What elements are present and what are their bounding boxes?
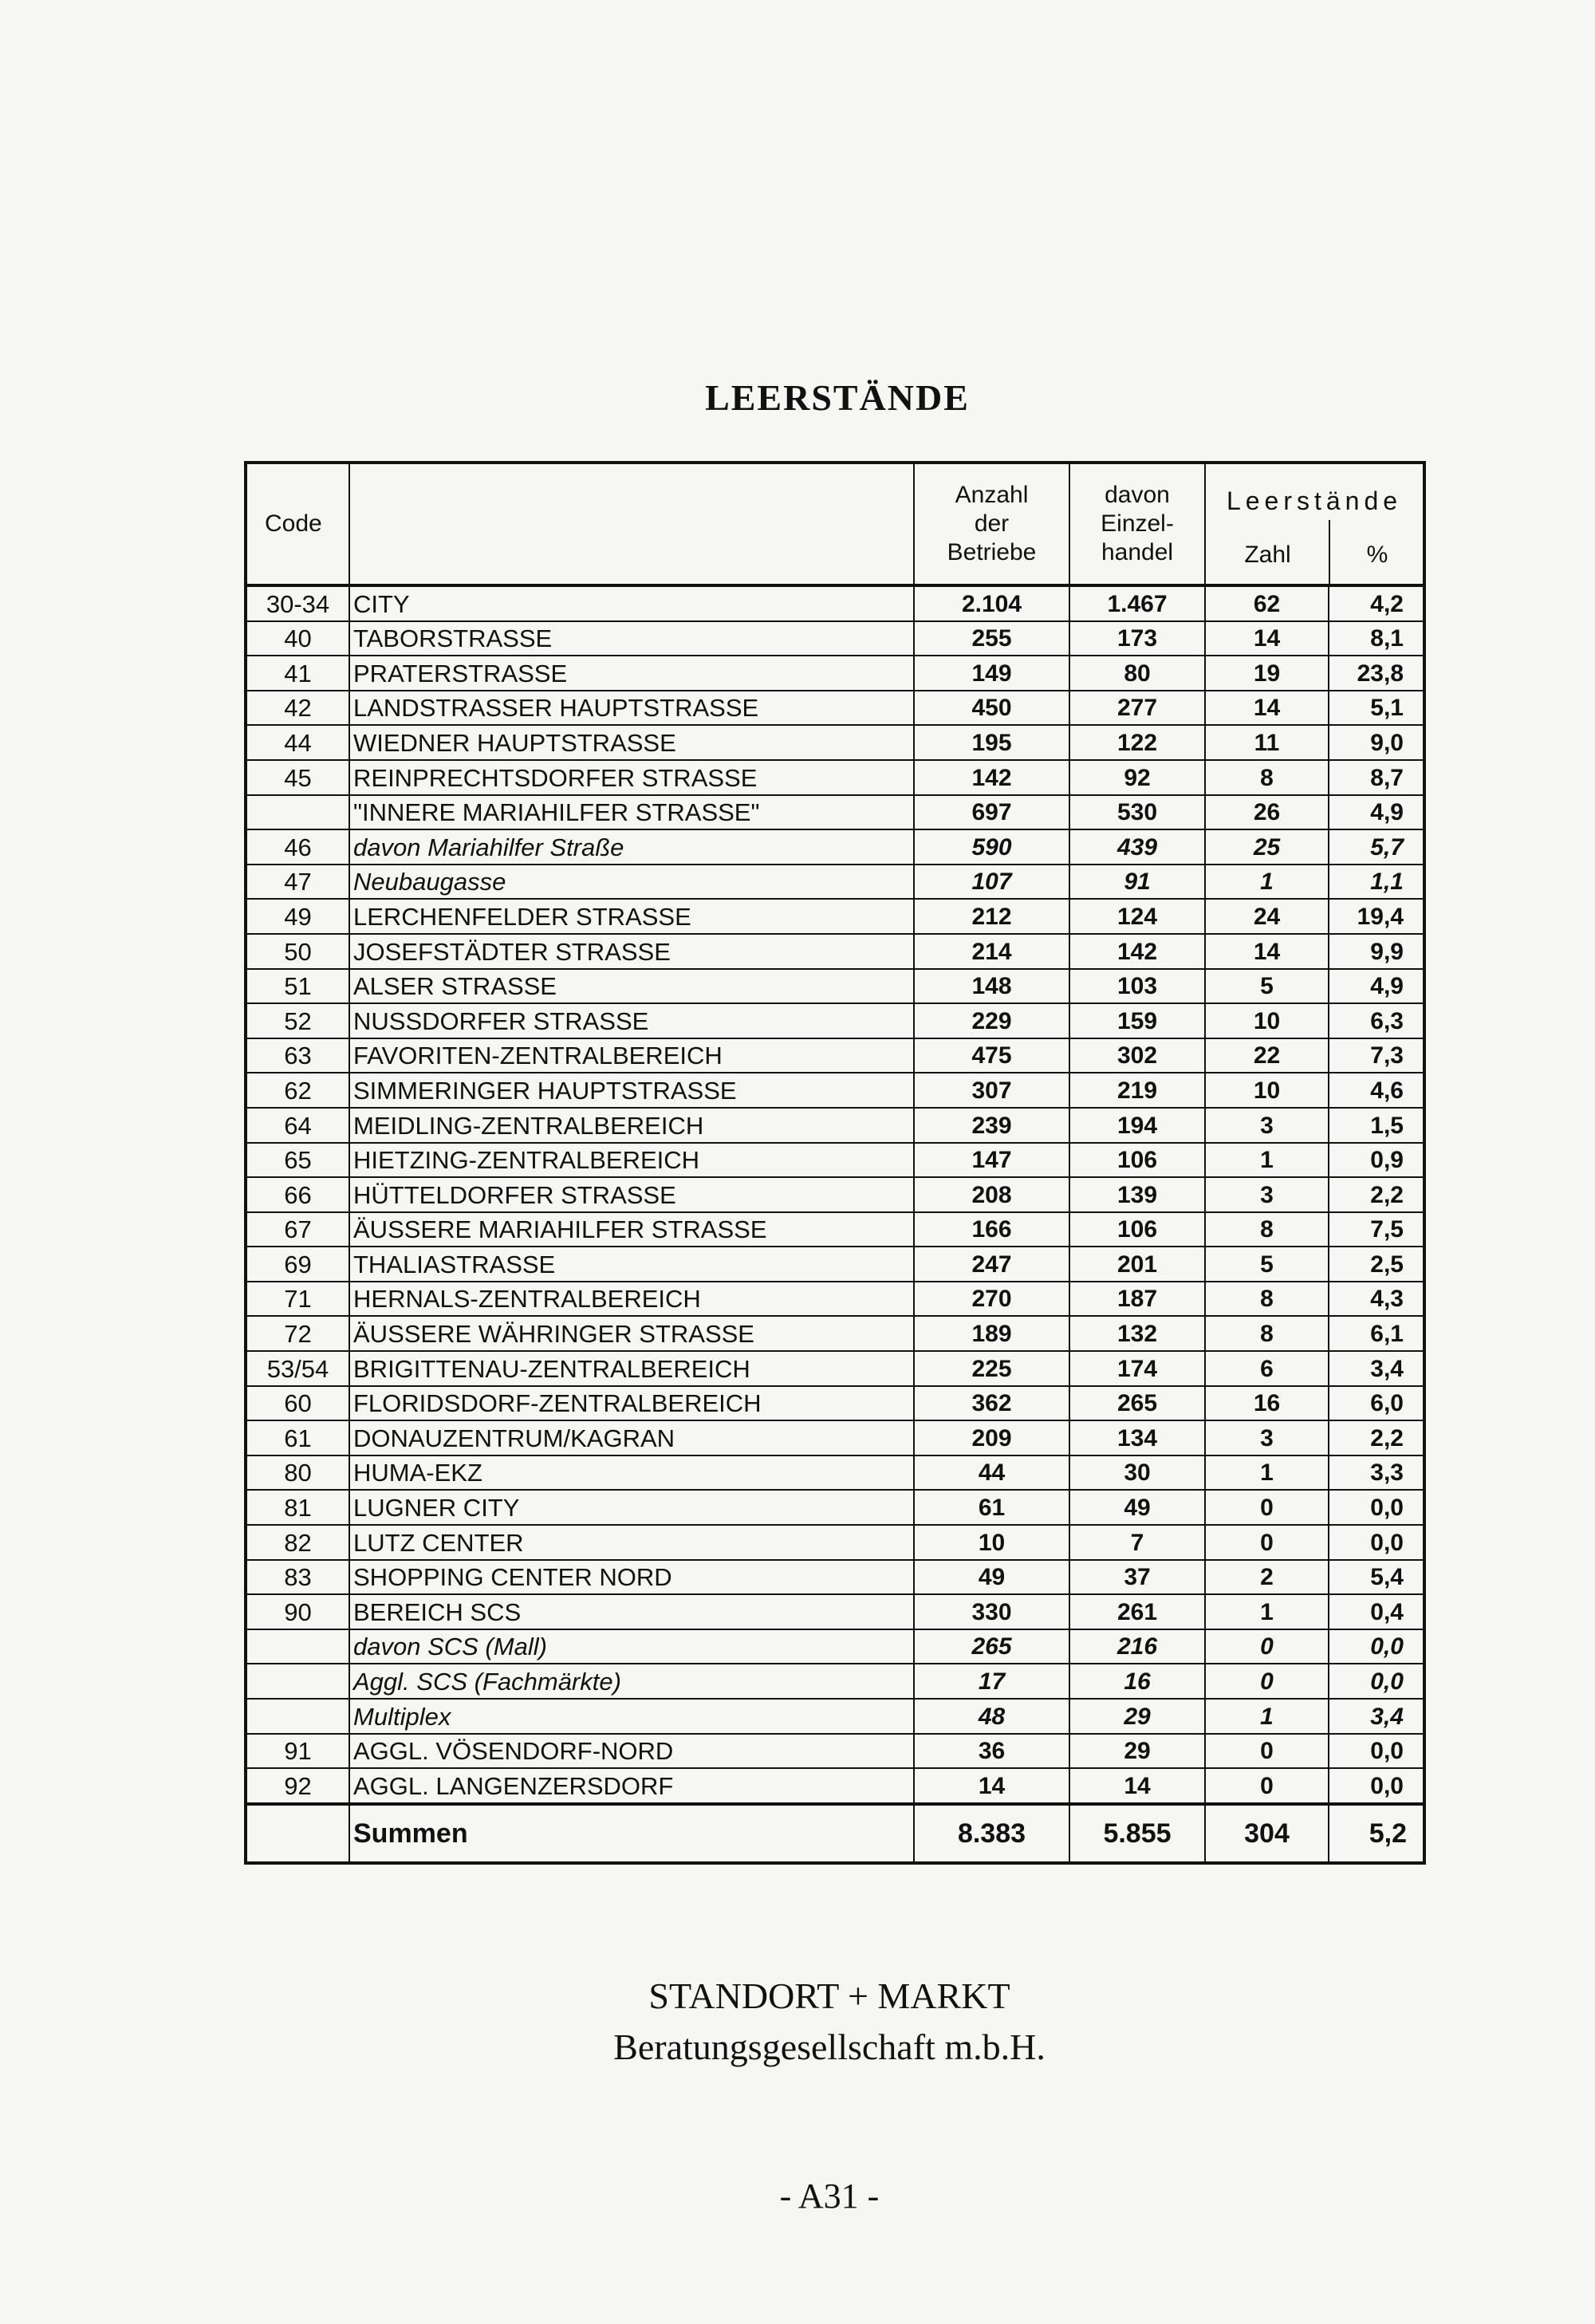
row-einzelhandel: 194 xyxy=(1069,1108,1205,1143)
row-name: HÜTTELDORFER STRASSE xyxy=(349,1177,914,1212)
row-name: davon Mariahilfer Straße xyxy=(349,829,914,865)
row-code: 83 xyxy=(246,1560,349,1595)
row-percent: 5,1 xyxy=(1329,691,1424,726)
header-anzahl-line3: Betriebe xyxy=(947,539,1037,565)
table-row xyxy=(246,691,1424,726)
row-name: THALIASTRASSE xyxy=(349,1247,914,1282)
row-einzelhandel: 187 xyxy=(1069,1282,1205,1317)
row-einzelhandel: 530 xyxy=(1069,795,1205,830)
row-zahl: 0 xyxy=(1205,1629,1329,1664)
row-anzahl: 14 xyxy=(914,1768,1069,1804)
row-name: MEIDLING-ZENTRALBEREICH xyxy=(349,1108,914,1143)
row-anzahl: 36 xyxy=(914,1734,1069,1769)
row-einzelhandel: 14 xyxy=(1069,1768,1205,1804)
table-row xyxy=(246,1455,1424,1491)
row-percent: 6,3 xyxy=(1329,1003,1424,1038)
row-zahl: 1 xyxy=(1205,1455,1329,1491)
row-zahl: 14 xyxy=(1205,621,1329,656)
table-row xyxy=(246,1003,1424,1038)
table-row xyxy=(246,1038,1424,1073)
row-einzelhandel: 49 xyxy=(1069,1490,1205,1525)
row-code: 44 xyxy=(246,725,349,760)
row-code: 90 xyxy=(246,1594,349,1629)
row-code: 45 xyxy=(246,760,349,795)
row-einzelhandel: 261 xyxy=(1069,1594,1205,1629)
row-code: 65 xyxy=(246,1143,349,1178)
table-row xyxy=(246,969,1424,1004)
row-name: HIETZING-ZENTRALBEREICH xyxy=(349,1143,914,1178)
row-name: Aggl. SCS (Fachmärkte) xyxy=(349,1664,914,1699)
table-header-row xyxy=(246,463,1424,585)
row-percent: 9,0 xyxy=(1329,725,1424,760)
table-row xyxy=(246,1420,1424,1455)
table-row xyxy=(246,1768,1424,1804)
row-name: LERCHENFELDER STRASSE xyxy=(349,899,914,934)
row-percent: 2,2 xyxy=(1329,1420,1424,1455)
row-name: ÄUSSERE MARIAHILFER STRASSE xyxy=(349,1212,914,1247)
row-zahl: 6 xyxy=(1205,1351,1329,1386)
row-anzahl: 189 xyxy=(914,1316,1069,1351)
row-einzelhandel: 173 xyxy=(1069,621,1205,656)
row-code: 71 xyxy=(246,1282,349,1317)
header-anzahl-line1: Anzahl xyxy=(955,482,1029,508)
row-percent: 23,8 xyxy=(1329,656,1424,691)
page-title: LEERSTÄNDE xyxy=(705,377,970,418)
table-row xyxy=(246,1247,1424,1282)
table-row xyxy=(246,1594,1424,1629)
sum-label: Summen xyxy=(349,1804,914,1863)
table-row xyxy=(246,760,1424,795)
row-code: 47 xyxy=(246,865,349,900)
row-einzelhandel: 37 xyxy=(1069,1560,1205,1595)
row-name: DONAUZENTRUM/KAGRAN xyxy=(349,1420,914,1455)
row-anzahl: 2.104 xyxy=(914,585,1069,621)
row-einzelhandel: 29 xyxy=(1069,1734,1205,1769)
row-name: BRIGITTENAU-ZENTRALBEREICH xyxy=(349,1351,914,1386)
row-anzahl: 212 xyxy=(914,899,1069,934)
row-anzahl: 225 xyxy=(914,1351,1069,1386)
row-einzelhandel: 132 xyxy=(1069,1316,1205,1351)
row-zahl: 25 xyxy=(1205,829,1329,865)
row-zahl: 1 xyxy=(1205,865,1329,900)
row-code: 51 xyxy=(246,969,349,1004)
table-row xyxy=(246,1629,1424,1664)
row-anzahl: 255 xyxy=(914,621,1069,656)
row-anzahl: 307 xyxy=(914,1073,1069,1108)
row-einzelhandel: 142 xyxy=(1069,934,1205,969)
row-name: WIEDNER HAUPTSTRASSE xyxy=(349,725,914,760)
row-einzelhandel: 30 xyxy=(1069,1455,1205,1491)
row-code: 46 xyxy=(246,829,349,865)
row-code: 64 xyxy=(246,1108,349,1143)
row-zahl: 10 xyxy=(1205,1073,1329,1108)
row-zahl: 62 xyxy=(1205,585,1329,621)
row-anzahl: 148 xyxy=(914,969,1069,1004)
row-name: LANDSTRASSER HAUPTSTRASSE xyxy=(349,691,914,726)
row-anzahl: 44 xyxy=(914,1455,1069,1491)
row-anzahl: 10 xyxy=(914,1525,1069,1560)
row-anzahl: 48 xyxy=(914,1699,1069,1734)
table-row xyxy=(246,1073,1424,1108)
row-einzelhandel: 124 xyxy=(1069,899,1205,934)
row-code: 41 xyxy=(246,656,349,691)
header-einzel-line3: handel xyxy=(1101,539,1174,565)
row-percent: 19,4 xyxy=(1329,899,1424,934)
leerstaende-table xyxy=(244,461,1426,1865)
row-zahl: 8 xyxy=(1205,1282,1329,1317)
row-percent: 3,3 xyxy=(1329,1455,1424,1491)
row-code: 67 xyxy=(246,1212,349,1247)
row-code: 72 xyxy=(246,1316,349,1351)
row-code xyxy=(246,1699,349,1734)
row-percent: 1,1 xyxy=(1329,865,1424,900)
footer-subtitle: Beratungsgesellschaft m.b.H. xyxy=(613,2027,1046,2067)
row-anzahl: 195 xyxy=(914,725,1069,760)
table-row xyxy=(246,1316,1424,1351)
row-zahl: 1 xyxy=(1205,1699,1329,1734)
row-zahl: 1 xyxy=(1205,1594,1329,1629)
row-zahl: 0 xyxy=(1205,1525,1329,1560)
row-percent: 3,4 xyxy=(1329,1699,1424,1734)
row-name: SIMMERINGER HAUPTSTRASSE xyxy=(349,1073,914,1108)
row-name: LUTZ CENTER xyxy=(349,1525,914,1560)
table-row xyxy=(246,585,1424,621)
sum-anzahl: 8.383 xyxy=(914,1804,1069,1863)
row-anzahl: 265 xyxy=(914,1629,1069,1664)
row-anzahl: 166 xyxy=(914,1212,1069,1247)
header-code: Code xyxy=(246,463,349,585)
table-row xyxy=(246,1351,1424,1386)
row-name: FLORIDSDORF-ZENTRALBEREICH xyxy=(349,1386,914,1421)
row-anzahl: 214 xyxy=(914,934,1069,969)
row-name: HERNALS-ZENTRALBEREICH xyxy=(349,1282,914,1317)
row-percent: 2,5 xyxy=(1329,1247,1424,1282)
row-name: LUGNER CITY xyxy=(349,1490,914,1525)
row-einzelhandel: 91 xyxy=(1069,865,1205,900)
row-einzelhandel: 139 xyxy=(1069,1177,1205,1212)
row-einzelhandel: 122 xyxy=(1069,725,1205,760)
row-anzahl: 49 xyxy=(914,1560,1069,1595)
row-percent: 4,3 xyxy=(1329,1282,1424,1317)
row-code: 53/54 xyxy=(246,1351,349,1386)
row-percent: 5,4 xyxy=(1329,1560,1424,1595)
header-leerstaende xyxy=(1205,463,1424,585)
row-einzelhandel: 216 xyxy=(1069,1629,1205,1664)
row-zahl: 3 xyxy=(1205,1108,1329,1143)
sum-row xyxy=(246,1804,1424,1863)
table-row xyxy=(246,865,1424,900)
table-row xyxy=(246,1734,1424,1769)
row-zahl: 26 xyxy=(1205,795,1329,830)
header-einzelhandel xyxy=(1069,463,1205,585)
row-einzelhandel: 277 xyxy=(1069,691,1205,726)
row-name: AGGL. VÖSENDORF-NORD xyxy=(349,1734,914,1769)
row-code: 60 xyxy=(246,1386,349,1421)
row-code: 69 xyxy=(246,1247,349,1282)
row-percent: 8,1 xyxy=(1329,621,1424,656)
row-einzelhandel: 92 xyxy=(1069,760,1205,795)
row-zahl: 8 xyxy=(1205,1316,1329,1351)
row-percent: 6,1 xyxy=(1329,1316,1424,1351)
row-anzahl: 149 xyxy=(914,656,1069,691)
sum-percent: 5,2 xyxy=(1329,1804,1424,1863)
row-percent: 5,7 xyxy=(1329,829,1424,865)
row-name: BEREICH SCS xyxy=(349,1594,914,1629)
row-zahl: 8 xyxy=(1205,1212,1329,1247)
table-row xyxy=(246,656,1424,691)
row-anzahl: 330 xyxy=(914,1594,1069,1629)
row-percent: 9,9 xyxy=(1329,934,1424,969)
row-zahl: 5 xyxy=(1205,1247,1329,1282)
row-percent: 0,0 xyxy=(1329,1664,1424,1699)
row-code: 63 xyxy=(246,1038,349,1073)
table-row xyxy=(246,1143,1424,1178)
row-code: 92 xyxy=(246,1768,349,1804)
row-code: 50 xyxy=(246,934,349,969)
row-anzahl: 450 xyxy=(914,691,1069,726)
row-zahl: 3 xyxy=(1205,1420,1329,1455)
table-row xyxy=(246,1560,1424,1595)
row-name: CITY xyxy=(349,585,914,621)
row-zahl: 8 xyxy=(1205,760,1329,795)
row-name: JOSEFSTÄDTER STRASSE xyxy=(349,934,914,969)
row-percent: 0,4 xyxy=(1329,1594,1424,1629)
row-code: 66 xyxy=(246,1177,349,1212)
row-name: SHOPPING CENTER NORD xyxy=(349,1560,914,1595)
row-zahl: 24 xyxy=(1205,899,1329,934)
row-zahl: 11 xyxy=(1205,725,1329,760)
table-row xyxy=(246,1386,1424,1421)
table-row xyxy=(246,899,1424,934)
header-zahl: Zahl xyxy=(1244,542,1291,568)
row-code: 81 xyxy=(246,1490,349,1525)
row-code xyxy=(246,795,349,830)
row-percent: 1,5 xyxy=(1329,1108,1424,1143)
row-name: AGGL. LANGENZERSDORF xyxy=(349,1768,914,1804)
row-einzelhandel: 219 xyxy=(1069,1073,1205,1108)
row-percent: 0,9 xyxy=(1329,1143,1424,1178)
row-anzahl: 61 xyxy=(914,1490,1069,1525)
table-row xyxy=(246,1664,1424,1699)
row-zahl: 1 xyxy=(1205,1143,1329,1178)
row-einzelhandel: 16 xyxy=(1069,1664,1205,1699)
row-percent: 2,2 xyxy=(1329,1177,1424,1212)
row-percent: 4,9 xyxy=(1329,795,1424,830)
row-zahl: 2 xyxy=(1205,1560,1329,1595)
row-einzelhandel: 80 xyxy=(1069,656,1205,691)
header-name xyxy=(349,463,914,585)
row-einzelhandel: 7 xyxy=(1069,1525,1205,1560)
row-name: HUMA-EKZ xyxy=(349,1455,914,1491)
row-anzahl: 229 xyxy=(914,1003,1069,1038)
row-name: NUSSDORFER STRASSE xyxy=(349,1003,914,1038)
row-zahl: 0 xyxy=(1205,1490,1329,1525)
row-zahl: 0 xyxy=(1205,1664,1329,1699)
row-percent: 0,0 xyxy=(1329,1629,1424,1664)
row-zahl: 14 xyxy=(1205,691,1329,726)
row-percent: 4,2 xyxy=(1329,585,1424,621)
header-anzahl xyxy=(914,463,1069,585)
row-code xyxy=(246,1629,349,1664)
row-anzahl: 362 xyxy=(914,1386,1069,1421)
table-row xyxy=(246,1490,1424,1525)
row-zahl: 10 xyxy=(1205,1003,1329,1038)
sum-code xyxy=(246,1804,349,1863)
row-code: 80 xyxy=(246,1455,349,1491)
row-einzelhandel: 159 xyxy=(1069,1003,1205,1038)
row-anzahl: 142 xyxy=(914,760,1069,795)
table-row xyxy=(246,725,1424,760)
row-zahl: 16 xyxy=(1205,1386,1329,1421)
table-row xyxy=(246,795,1424,830)
table-row xyxy=(246,1525,1424,1560)
header-einzel-line2: Einzel- xyxy=(1101,510,1174,537)
row-anzahl: 208 xyxy=(914,1177,1069,1212)
row-zahl: 14 xyxy=(1205,934,1329,969)
row-einzelhandel: 1.467 xyxy=(1069,585,1205,621)
row-code: 30-34 xyxy=(246,585,349,621)
row-name: PRATERSTRASSE xyxy=(349,656,914,691)
row-einzelhandel: 174 xyxy=(1069,1351,1205,1386)
table-row xyxy=(246,829,1424,865)
row-code xyxy=(246,1664,349,1699)
row-percent: 8,7 xyxy=(1329,760,1424,795)
row-einzelhandel: 302 xyxy=(1069,1038,1205,1073)
table-body xyxy=(246,585,1424,1863)
header-anzahl-line2: der xyxy=(974,510,1010,537)
header-leerstaende-label: Leerstände xyxy=(1226,486,1403,515)
row-name: ÄUSSERE WÄHRINGER STRASSE xyxy=(349,1316,914,1351)
table-row xyxy=(246,1177,1424,1212)
row-einzelhandel: 106 xyxy=(1069,1212,1205,1247)
row-einzelhandel: 103 xyxy=(1069,969,1205,1004)
row-zahl: 5 xyxy=(1205,969,1329,1004)
row-einzelhandel: 106 xyxy=(1069,1143,1205,1178)
row-code: 49 xyxy=(246,899,349,934)
row-percent: 0,0 xyxy=(1329,1490,1424,1525)
table-row xyxy=(246,1699,1424,1734)
row-anzahl: 270 xyxy=(914,1282,1069,1317)
row-name: ALSER STRASSE xyxy=(349,969,914,1004)
row-percent: 3,4 xyxy=(1329,1351,1424,1386)
row-code: 42 xyxy=(246,691,349,726)
row-zahl: 22 xyxy=(1205,1038,1329,1073)
row-anzahl: 247 xyxy=(914,1247,1069,1282)
sum-zahl: 304 xyxy=(1205,1804,1329,1863)
row-zahl: 19 xyxy=(1205,656,1329,691)
row-name: Neubaugasse xyxy=(349,865,914,900)
row-code: 62 xyxy=(246,1073,349,1108)
row-einzelhandel: 265 xyxy=(1069,1386,1205,1421)
table-row xyxy=(246,1212,1424,1247)
row-name: Multiplex xyxy=(349,1699,914,1734)
row-code: 82 xyxy=(246,1525,349,1560)
row-anzahl: 147 xyxy=(914,1143,1069,1178)
row-name: REINPRECHTSDORFER STRASSE xyxy=(349,760,914,795)
row-code: 61 xyxy=(246,1420,349,1455)
row-percent: 0,0 xyxy=(1329,1525,1424,1560)
row-zahl: 0 xyxy=(1205,1768,1329,1804)
row-zahl: 0 xyxy=(1205,1734,1329,1769)
row-percent: 4,6 xyxy=(1329,1073,1424,1108)
table-row xyxy=(246,1108,1424,1143)
row-zahl: 3 xyxy=(1205,1177,1329,1212)
row-code: 40 xyxy=(246,621,349,656)
row-anzahl: 475 xyxy=(914,1038,1069,1073)
header-einzel-line1: davon xyxy=(1105,482,1170,508)
row-percent: 4,9 xyxy=(1329,969,1424,1004)
row-code: 91 xyxy=(246,1734,349,1769)
row-percent: 7,5 xyxy=(1329,1212,1424,1247)
table-row xyxy=(246,621,1424,656)
table-row xyxy=(246,934,1424,969)
row-name: TABORSTRASSE xyxy=(349,621,914,656)
row-anzahl: 697 xyxy=(914,795,1069,830)
row-name: davon SCS (Mall) xyxy=(349,1629,914,1664)
row-code: 52 xyxy=(246,1003,349,1038)
row-anzahl: 107 xyxy=(914,865,1069,900)
row-name: FAVORITEN-ZENTRALBEREICH xyxy=(349,1038,914,1073)
row-name: "INNERE MARIAHILFER STRASSE" xyxy=(349,795,914,830)
row-einzelhandel: 201 xyxy=(1069,1247,1205,1282)
sum-einzelhandel: 5.855 xyxy=(1069,1804,1205,1863)
row-einzelhandel: 134 xyxy=(1069,1420,1205,1455)
row-anzahl: 17 xyxy=(914,1664,1069,1699)
footer-company: STANDORT + MARKT xyxy=(648,1975,1010,2016)
page-number: - A31 - xyxy=(779,2176,880,2216)
row-percent: 7,3 xyxy=(1329,1038,1424,1073)
row-einzelhandel: 439 xyxy=(1069,829,1205,865)
row-percent: 6,0 xyxy=(1329,1386,1424,1421)
row-percent: 0,0 xyxy=(1329,1734,1424,1769)
row-percent: 0,0 xyxy=(1329,1768,1424,1804)
header-percent: % xyxy=(1366,542,1388,568)
row-einzelhandel: 29 xyxy=(1069,1699,1205,1734)
row-anzahl: 239 xyxy=(914,1108,1069,1143)
row-anzahl: 209 xyxy=(914,1420,1069,1455)
row-anzahl: 590 xyxy=(914,829,1069,865)
table-row xyxy=(246,1282,1424,1317)
